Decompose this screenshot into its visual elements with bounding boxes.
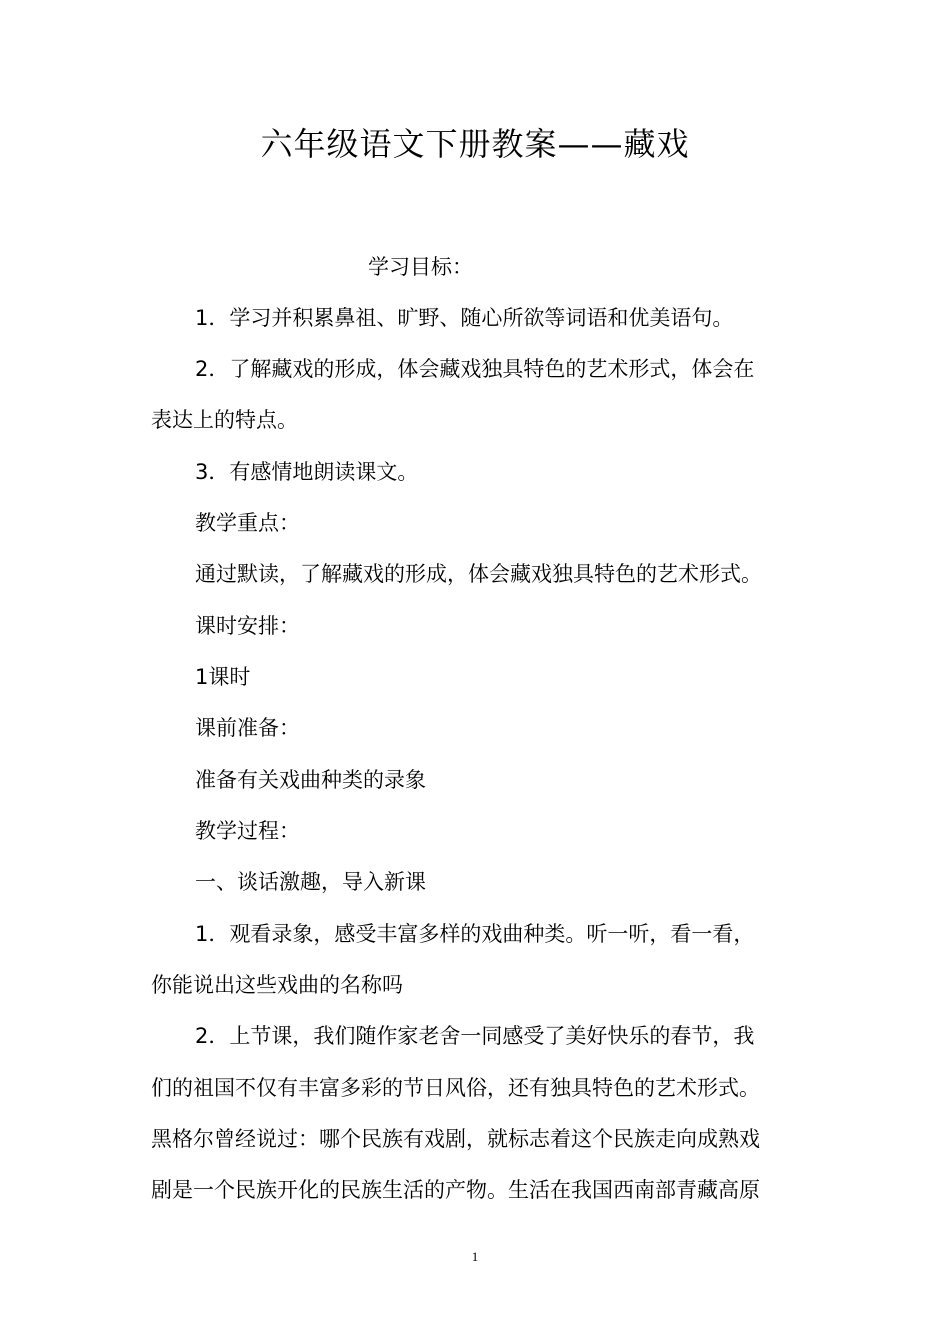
section-heading-process: 教学过程： — [195, 819, 300, 843]
paragraph-line: 表达上的特点。 — [151, 408, 298, 432]
paragraph-line: 们的祖国不仅有丰富多彩的节日风俗，还有独具特色的艺术形式。 — [151, 1076, 760, 1100]
paragraph-line: 1．观看录象，感受丰富多样的戏曲种类。听一听，看一看， — [195, 922, 755, 946]
section-heading-schedule: 课时安排： — [195, 614, 300, 638]
paragraph-line: 2．上节课，我们随作家老舍一同感受了美好快乐的春节，我 — [195, 1024, 755, 1048]
paragraph-line: 1课时 — [195, 665, 251, 689]
paragraph-line: 2．了解藏戏的形成，体会藏戏独具特色的艺术形式，体会在 — [195, 357, 755, 381]
section-heading-key-points: 教学重点： — [195, 511, 300, 535]
paragraph-line: 通过默读，了解藏戏的形成，体会藏戏独具特色的艺术形式。 — [195, 562, 762, 586]
paragraph-line: 3．有感情地朗读课文。 — [195, 460, 419, 484]
paragraph-line: 黑格尔曾经说过：哪个民族有戏剧，就标志着这个民族走向成熟戏 — [151, 1127, 760, 1151]
paragraph-line: 准备有关戏曲种类的录象 — [195, 768, 426, 792]
paragraph-line: 剧是一个民族开化的民族生活的产物。生活在我国西南部青藏高原 — [151, 1178, 760, 1202]
section-heading-preparation: 课前准备： — [195, 716, 300, 740]
paragraph-line: 一、谈话激趣，导入新课 — [195, 870, 426, 894]
paragraph-line: 1．学习并积累鼻祖、旷野、随心所欲等词语和优美语句。 — [195, 306, 734, 330]
document-title: 六年级语文下册教案——藏戏 — [260, 125, 690, 163]
section-heading-objectives: 学习目标： — [368, 255, 473, 279]
paragraph-line: 你能说出这些戏曲的名称吗 — [151, 973, 403, 997]
page-number: 1 — [471, 1249, 479, 1264]
